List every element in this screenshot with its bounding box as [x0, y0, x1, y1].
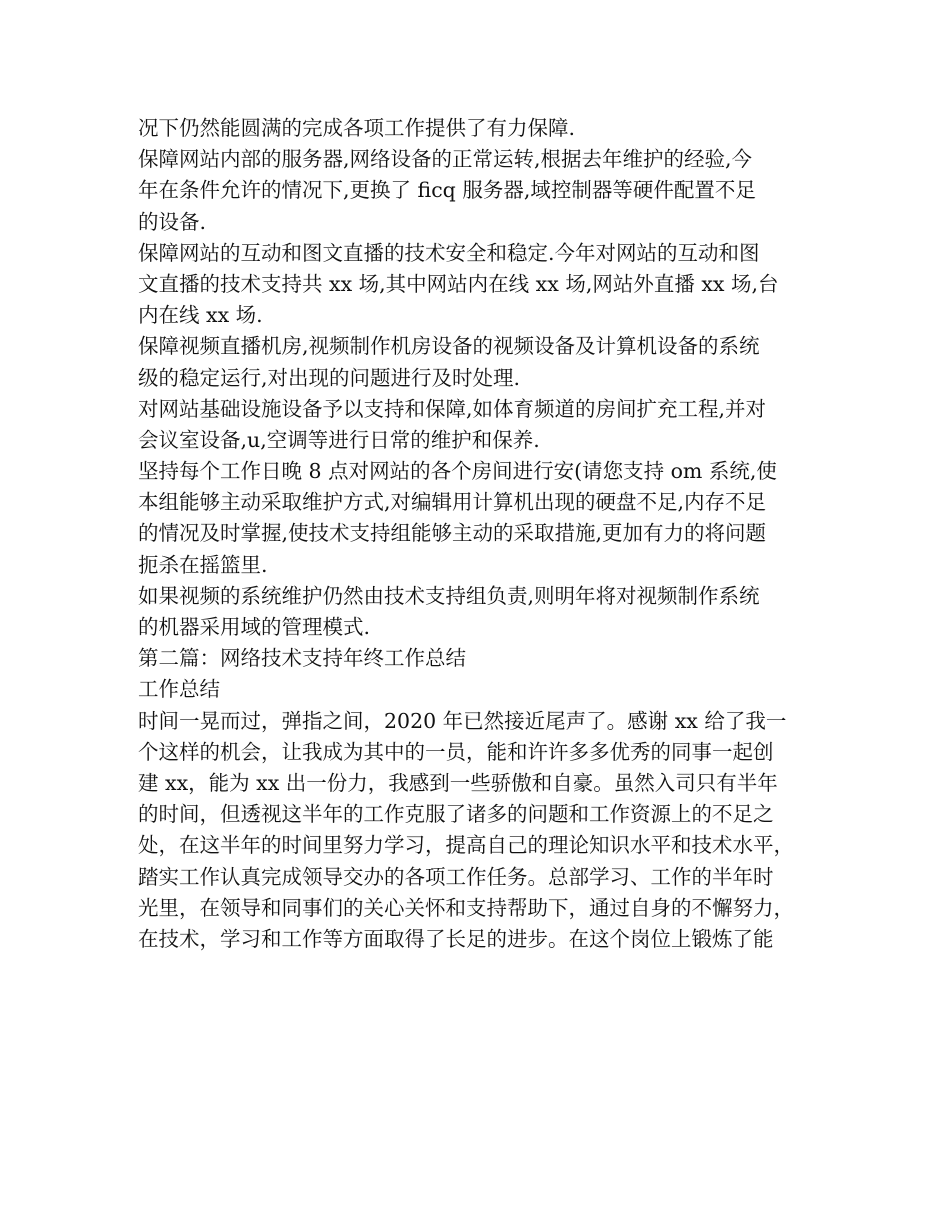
text-line: 况下仍然能圆满的完成各项工作提供了有力保障. [138, 116, 576, 140]
text-line: 建 xx，能为 xx 出一份力，我感到一些骄傲和自豪。虽然入司只有半年 [138, 770, 778, 795]
text-line: 级的稳定运行,对出现的问题进行及时处理. [138, 365, 521, 390]
text-line: 时间一晃而过，弹指之间，2020 年已然接近尾声了。感谢 xx 给了我一 [138, 708, 787, 733]
text-line: 文直播的技术支持共 xx 场,其中网站内在线 xx 场,网站外直播 xx 场,台 [138, 271, 779, 296]
text-line: 光里，在领导和同事们的关心关怀和支持帮助下，通过自身的不懈努力， [138, 895, 794, 920]
text-line: 踏实工作认真完成领导交办的各项工作任务。总部学习、工作的半年时 [138, 864, 774, 889]
text-line: 内在线 xx 场. [138, 303, 263, 328]
text-line: 的情况及时掌握,使技术支持组能够主动的采取措施,更加有力的将问题 [138, 521, 767, 546]
subheading: 工作总结 [138, 677, 220, 702]
text-line: 个这样的机会，让我成为其中的一员，能和许许多多优秀的同事一起创 [138, 739, 774, 764]
text-line: 如果视频的系统维护仍然由技术支持组负责,则明年将对视频制作系统 [138, 583, 760, 608]
text-line: 的机器采用域的管理模式. [138, 615, 371, 639]
text-line: 保障网站的互动和图文直播的技术安全和稳定.今年对网站的互动和图 [138, 240, 760, 265]
text-line: 对网站基础设施设备予以支持和保障,如体育频道的房间扩充工程,并对 [138, 396, 767, 421]
text-line: 的时间，但透视这半年的工作克服了诸多的问题和工作资源上的不足之 [138, 802, 774, 827]
text-line: 年在条件允许的情况下,更换了 ficq 服务器,域控制器等硬件配置不足 [138, 178, 756, 203]
text-line: 本组能够主动采取维护方式,对编辑用计算机出现的硬盘不足,内存不足 [138, 490, 767, 515]
text-line: 会议室设备,u,空调等进行日常的维护和保养. [138, 427, 540, 452]
text-line: 坚持每个工作日晚 8 点对网站的各个房间进行安(请您支持 om 系统,使 [138, 459, 777, 484]
text-line: 扼杀在摇篮里. [138, 552, 268, 577]
text-line: 在技术，学习和工作等方面取得了长足的进步。在这个岗位上锻炼了能 [138, 926, 774, 951]
text-line: 处，在这半年的时间里努力学习，提高自己的理论知识水平和技术水平， [138, 833, 794, 858]
text-line: 保障网站内部的服务器,网络设备的正常运转,根据去年维护的经验,今 [138, 147, 753, 172]
section-heading: 第二篇：网络技术支持年终工作总结 [138, 646, 466, 671]
document-body [138, 113, 818, 955]
text-line: 保障视频直播机房,视频制作机房设备的视频设备及计算机设备的系统 [138, 334, 760, 359]
text-line: 的设备. [138, 209, 207, 234]
